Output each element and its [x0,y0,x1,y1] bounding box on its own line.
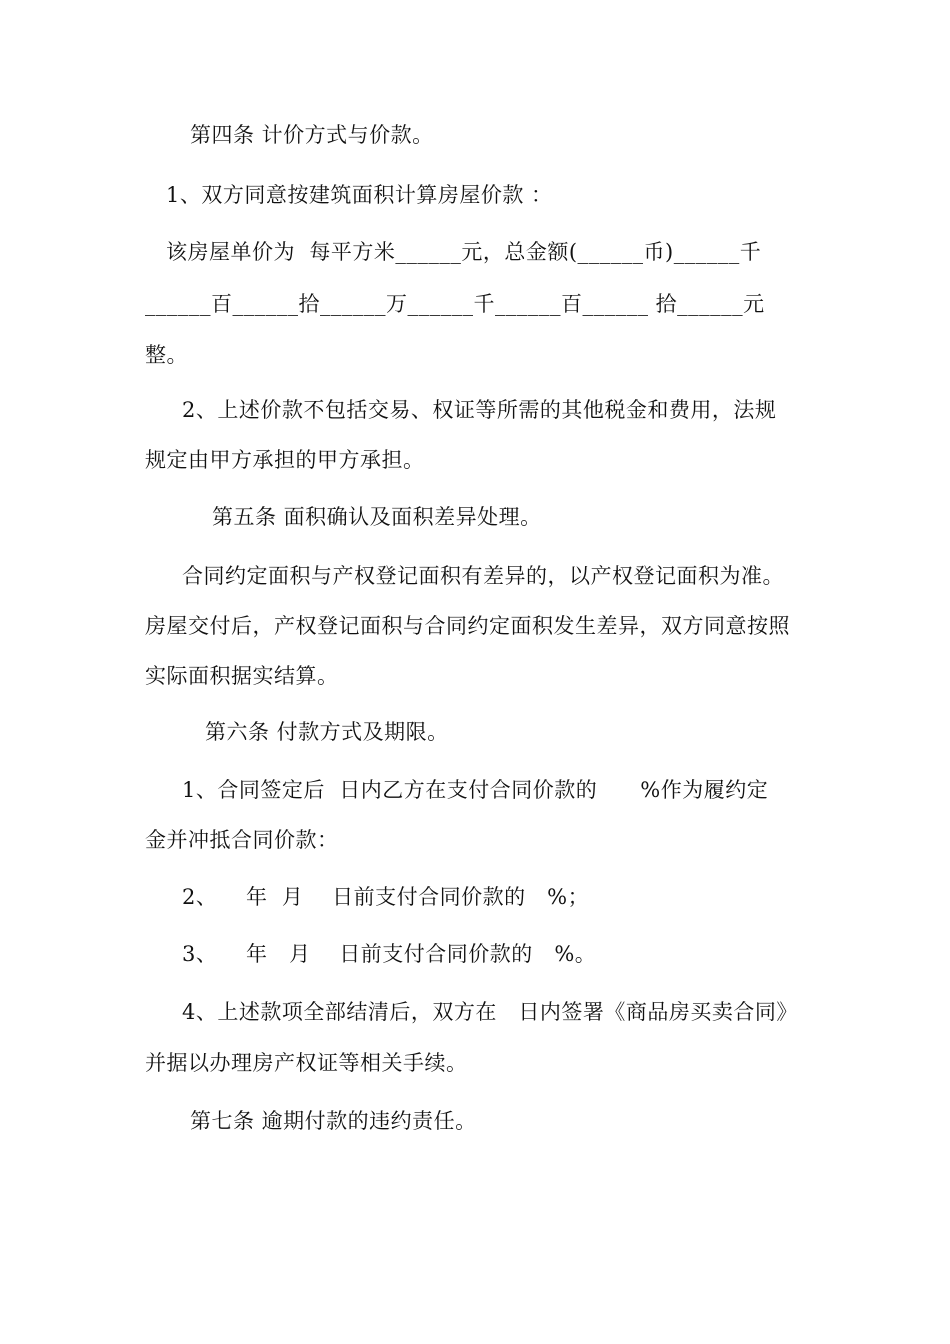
article-5-para-2: 房屋交付后，产权登记面积与合同约定面积发生差异，双方同意按照 [145,614,790,638]
article-6-clause-3: 3、 年 月 日前支付合同价款的 %。 [182,942,597,966]
unit-price-line: 该房屋单价为 每平方米______元，总金额(______币)______千 [166,240,762,264]
article-4-clause-1: 1、双方同意按建筑面积计算房屋价款 ： [166,183,553,207]
article-4-heading: 第四条 计价方式与价款。 [190,123,434,147]
article-4-clause-2-cont: 规定由甲方承担的甲方承担。 [145,448,425,472]
amount-breakdown-line: ______百______拾______万______千______百______ 拾______元 [145,292,765,316]
article-6-clause-1: 1、合同签定后 日内乙方在支付合同价款的 %作为履约定 [182,778,769,802]
article-4-clause-2: 2、上述价款不包括交易、权证等所需的其他税金和费用，法规 [182,398,777,422]
article-6-heading: 第六条 付款方式及期限。 [205,720,449,744]
article-6-clause-2: 2、 年 月 日前支付合同价款的 %； [182,885,590,909]
article-6-clause-4-cont: 并据以办理房产权证等相关手续。 [145,1051,468,1075]
amount-end-line: 整。 [145,343,188,367]
article-7-heading: 第七条 逾期付款的违约责任。 [190,1109,477,1133]
article-5-para-1: 合同约定面积与产权登记面积有差异的，以产权登记面积为准。 [182,564,784,588]
article-6-clause-1-cont: 金并冲抵合同价款： [145,828,339,852]
article-6-clause-4: 4、上述款项全部结清后，双方在 日内签署《商品房买卖合同》 [182,1000,798,1024]
article-5-para-3: 实际面积据实结算。 [145,664,339,688]
article-5-heading: 第五条 面积确认及面积差异处理。 [212,505,542,529]
